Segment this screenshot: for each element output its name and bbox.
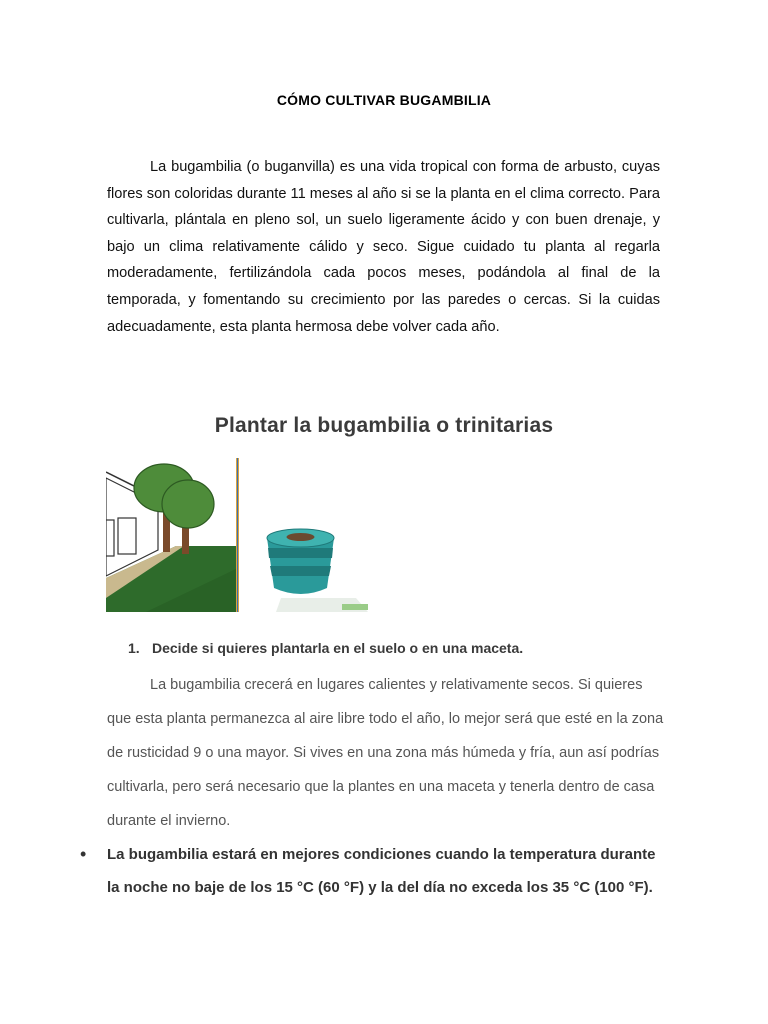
planting-illustration: [106, 458, 368, 612]
house-yard-scene: [106, 458, 239, 612]
temperature-bullet: La bugambilia estará en mejores condiciones cuando la temperatura durante la noche no baje de los 15 °C (60 °F) y la del día no exceda los 35 °C (100 °F).: [107, 846, 656, 896]
bullet-marker: •: [80, 844, 87, 864]
flowerpot-scene: [267, 529, 368, 612]
document-title: CÓMO CULTIVAR BUGAMBILIA: [276, 92, 492, 108]
step-1-body: La bugambilia crecerá en lugares calientes y relativamente secos. Si quieres que esta planta permanezca al aire libre todo el año, lo mejor será que esté en la zona de rusticidad 9 o una mayor. Si vives en una zona más húmeda y fría, aun así podrías cultivarla, pero será necesario que la plantes en una maceta y tenerla dentro de casa durante el invierno.: [107, 677, 664, 829]
section-heading: Plantar la bugambilia o trinitarias: [214, 414, 554, 437]
step-heading-text: Decide si quieres plantarla en el suelo o en una maceta.: [152, 640, 524, 656]
intro-paragraph: La bugambilia (o buganvilla) es una vida tropical con forma de arbusto, cuyas flores son coloridas durante 11 meses al año si se la planta en el clima correcto. Para cultivarla, plántala en pleno sol, un suelo ligeramente ácido y con buen drenaje, y bajo un clima relativamente cálido y seco. Sigue cuidado tu planta al regarla moderadamente, fertilizándola cada pocos meses, podándola al final de la temporada, y fomentando su crecimiento por las paredes o cercas. Si la cuidas adecuadamente, esta planta hermosa debe volver cada año.: [107, 159, 660, 335]
step-number: 1.: [128, 640, 140, 656]
step-1-heading: [128, 640, 523, 656]
